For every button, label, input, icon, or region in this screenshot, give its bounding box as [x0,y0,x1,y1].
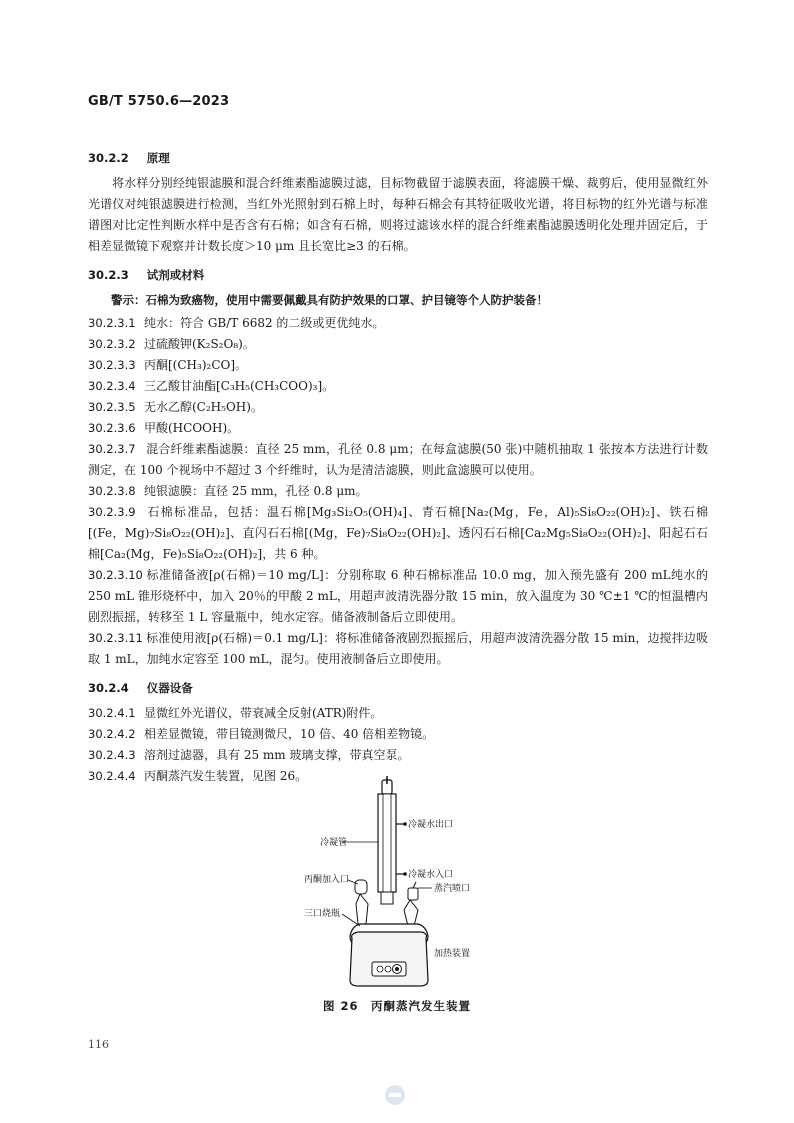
page-number: 116 [88,1038,109,1051]
section-title: 试剂或材料 [146,268,205,282]
label-three-neck-flask: 三口烧瓶 [304,909,341,919]
list-item [88,313,708,334]
section-number: 30.2.4 [88,681,129,695]
safety-warning: 警示：石棉为致癌物，使用中需要佩戴具有防护效果的口罩、护目镜等个人防护装备！ [111,293,548,307]
heater-drawing [350,932,428,986]
list-item [88,355,708,376]
item-text: 纯银滤膜：直径 25 mm，孔径 0.8 μm。 [144,484,368,498]
label-condenser-inlet: 冷凝水入口 [408,870,454,880]
item-text: 混合纤维素酯滤膜：直径 25 mm，孔径 0.8 μm；在每盒滤膜(50 张)中随机抽取 1 张按本方法进行计数测定，在 100 个视场中不超过 3 个纤维时，认为是清洁滤膜，则此盒滤膜可以使用。 [88,442,708,477]
item-text: 丙酮蒸汽发生装置，见图 26。 [144,769,308,783]
publisher-logo-icon [384,1084,406,1106]
figure-caption: 图 26 丙酮蒸汽发生装置 [322,999,471,1013]
principle-paragraph: 将水样分别经纯银滤膜和混合纤维素酯滤膜过滤，目标物截留于滤膜表面，将滤膜干燥、裁剪后，使用显微红外光谱仪对纯银滤膜进行检测，当红外光照射到石棉上时，每种石棉会有其特征吸收光谱，将目标物的红外光谱与标准谱图对比定性判断水样中是否含有石棉；如含有石棉，则将过滤该水样的混合纤维素酯滤膜透明化处理并固定后，于相差显微镜下观察并计数长度＞10 μm 且长宽比≥3 的石棉。 [88,176,708,253]
section-heading-reagents [88,265,708,286]
item-text: 过硫酸钾(K₂S₂O₈)。 [144,337,255,351]
item-text: 甲酸(HCOOH)。 [144,421,240,435]
section-number: 30.2.2 [88,151,129,165]
label-vapor-nozzle: 蒸汽喷口 [434,884,471,894]
list-item [88,565,708,628]
item-number: 30.2.3.8 [88,484,136,498]
section-heading-instruments [88,678,708,699]
item-number: 30.2.3.5 [88,400,136,414]
list-item [88,439,708,481]
item-text: 纯水：符合 GB/T 6682 的二级或更优纯水。 [144,316,385,330]
item-number: 30.2.4.1 [88,706,136,720]
list-item [88,628,708,670]
label-acetone-inlet: 丙酮加入口 [304,875,350,885]
label-heater: 加热装置 [434,949,471,959]
item-number: 30.2.3.9 [88,505,136,519]
item-text: 无水乙醇(C₂H₅OH)。 [144,400,263,414]
content-body [88,140,708,787]
item-number: 30.2.3.10 [88,568,143,582]
label-condenser-outlet: 冷凝水出口 [408,820,454,830]
label-condenser-tube: 冷凝管 [320,838,348,848]
list-item [88,376,708,397]
item-text: 标准储备液[ρ(石棉)＝10 mg/L]：分别称取 6 种石棉标准品 10.0 mg，加入预先盛有 200 mL纯水的 250 mL 锥形烧杯中，加入 20％的甲酸 2 mL，用超声波清洗器分散 15 min，放入温度为 30 ℃±1 ℃的恒温槽内剧烈振摇，转移至 1 L 容量瓶中，纯水定容。储备液制备后立即使用。 [88,568,708,624]
section-number: 30.2.3 [88,268,129,282]
item-number: 30.2.3.3 [88,358,136,372]
list-item [88,334,708,355]
item-number: 30.2.4.4 [88,769,136,783]
list-item [88,745,708,766]
list-item [88,481,708,502]
item-text: 三乙酸甘油酯[C₃H₅(CH₃COO)₃]。 [144,379,335,393]
item-number: 30.2.3.11 [88,631,143,645]
item-text: 标准使用液[ρ(石棉)＝0.1 mg/L]：将标准储备液剧烈振摇后，用超声波清洗器分散 15 min，边搅拌边吸取 1 mL，加纯水定容至 100 mL，混匀。使用液制备后立即使用。 [88,631,708,666]
list-item [88,703,708,724]
item-text: 石棉标准品，包括：温石棉[Mg₃Si₂O₅(OH)₄]、青石棉[Na₂(Mg，Fe，Al)₅Si₈O₂₂(OH)₂]、铁石棉[(Fe，Mg)₇Si₈O₂₂(OH)₂]、直闪石石棉[(Mg，Fe)₇Si₈O₂₂(OH)₂]、透闪石石棉[Ca₂Mg₅Si₈O₂₂(OH)₂]、阳起石石棉[Ca₂(Mg，Fe)₅Si₈O₂₂(OH)₂]，共 6 种。 [88,505,708,561]
item-text: 丙酮[(CH₃)₂CO]。 [144,358,248,372]
item-number: 30.2.3.1 [88,316,136,330]
item-number: 30.2.4.2 [88,727,136,741]
acetone-vapor-generator-figure [300,776,500,996]
item-text: 溶剂过滤器，具有 25 mm 玻璃支撑，带真空泵。 [144,748,410,762]
item-number: 30.2.3.6 [88,421,136,435]
item-number: 30.2.4.3 [88,748,136,762]
item-number: 30.2.3.2 [88,337,136,351]
item-number: 30.2.3.7 [88,442,136,456]
section-title: 原理 [146,151,170,165]
section-heading-principle [88,148,708,169]
standard-code: GB/T 5750.6—2023 [88,94,230,109]
list-item [88,502,708,565]
condenser-tube-drawing [378,776,407,904]
list-item [88,397,708,418]
list-item [88,418,708,439]
list-item [88,724,708,745]
section-title: 仪器设备 [146,681,193,695]
item-text: 显微红外光谱仪，带衰减全反射(ATR)附件。 [144,706,383,720]
item-text: 相差显微镜，带目镜测微尺，10 倍、40 倍相差物镜。 [144,727,435,741]
item-number: 30.2.3.4 [88,379,136,393]
